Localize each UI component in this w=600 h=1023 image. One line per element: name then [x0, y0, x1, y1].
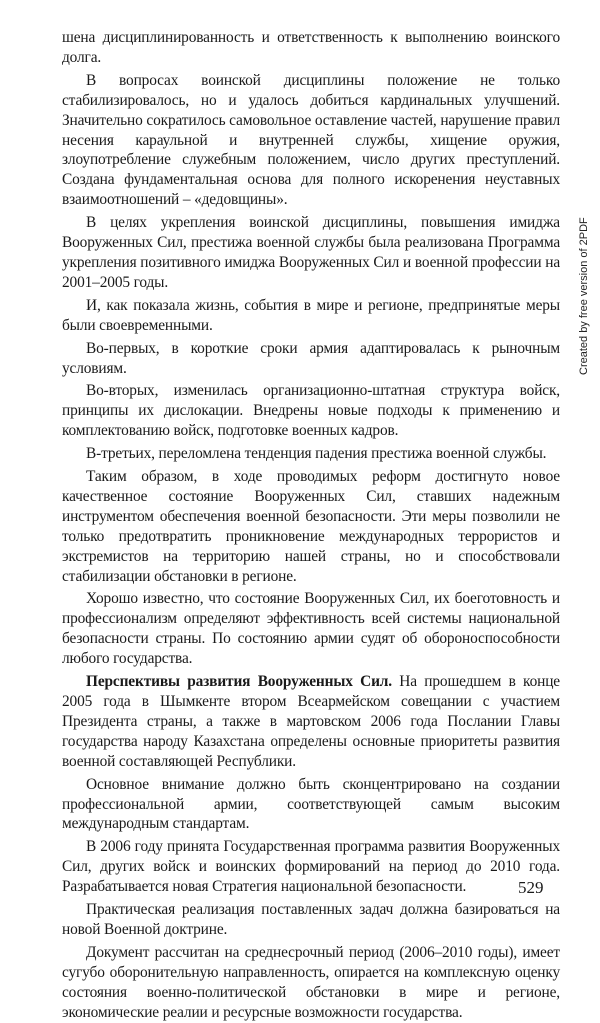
paragraph: В вопросах воинской дисциплины положение не только стабилизировалось, но и удалось добиться кардинальных улучшений. Значительно сократилось самовольное оставление частей, нарушение правил несения караульной и внутренней службы, хищение оружия, злоупотребление служебным положением, число других преступлений. Создана фундаментальная основа для полного искоренения неуставных взаимоотношений – «дедовщины».: [62, 71, 560, 209]
paragraph: Документ рассчитан на среднесрочный период (2006–2010 годы), имеет сугубо оборонительную направленность, опирается на комплексную оценку состояния военно-политической обстановки в мире и регионе, экономические реалии и ресурсные возможности государства.: [62, 943, 560, 1021]
paragraph: В 2006 году принята Государственная программа развития Вооруженных Сил, других войск и воинских формирований на период до 2010 года. Разрабатывается новая Стратегия национальной безопасности.: [62, 838, 560, 896]
page-body: [62, 28, 560, 1023]
paragraph: В целях укрепления воинской дисциплины, повышения имиджа Вооруженных Сил, престижа военной службы была реализована Программа укрепления позитивного имиджа Вооруженных Сил и военной профессии на 2001–2005 годы.: [62, 214, 560, 291]
paragraph: Основное внимание должно быть сконцентрировано на создании профессиональной армии, соответствующей самым высоким международным стандартам.: [62, 775, 560, 833]
section-heading: Перспективы развития Вооруженных Сил.: [86, 673, 392, 691]
section-paragraph: [62, 672, 560, 772]
paragraph: Во-вторых, изменилась организационно-штатная структура войск, принципы их дислокации. Внедрены новые подходы к применению и комплектованию войск, подготовке военных кадров.: [62, 382, 560, 440]
watermark-text: Created by free version of 2PDF: [578, 217, 590, 375]
paragraph: И, как показала жизнь, события в мире и регионе, предпринятые меры были своевременными.: [62, 296, 560, 334]
paragraph: шена дисциплинированность и ответственность к выполнению воинского долга.: [62, 29, 560, 66]
section-text: На прошедшем в конце 2005 года в Шымкенте втором Всеармейском совещании с участием Президента страны, а также в мартовском 2006 года Послании Главы государства народу Казахстана определены основные приоритеты развития военной составляющей Республики.: [62, 673, 560, 770]
paragraph: Во-первых, в короткие сроки армия адаптировалась к рыночным условиям.: [62, 339, 560, 377]
paragraph: В-третьих, переломлена тенденция падения престижа военной службы.: [86, 445, 547, 463]
page-number: 529: [518, 878, 544, 897]
paragraph: Хорошо известно, что состояние Вооруженных Сил, их боеготовность и профессионализм определяют эффективность всей системы национальной безопасности страны. По состоянию армии судят об обороноспособности любого государства.: [62, 590, 560, 668]
paragraph: Практическая реализация поставленных задач должна базироваться на новой Военной доктрине.: [62, 901, 560, 938]
paragraph: Таким образом, в ходе проводимых реформ достигнуто новое качественное состояние Вооруженных Сил, ставших надежным инструментом обеспечения военной безопасности. Эти меры позволили не только предотвратить проникновение международных террористов и экстремистов на территорию нашей страны, но и способствовали стабилизации обстановки в регионе.: [62, 468, 560, 585]
